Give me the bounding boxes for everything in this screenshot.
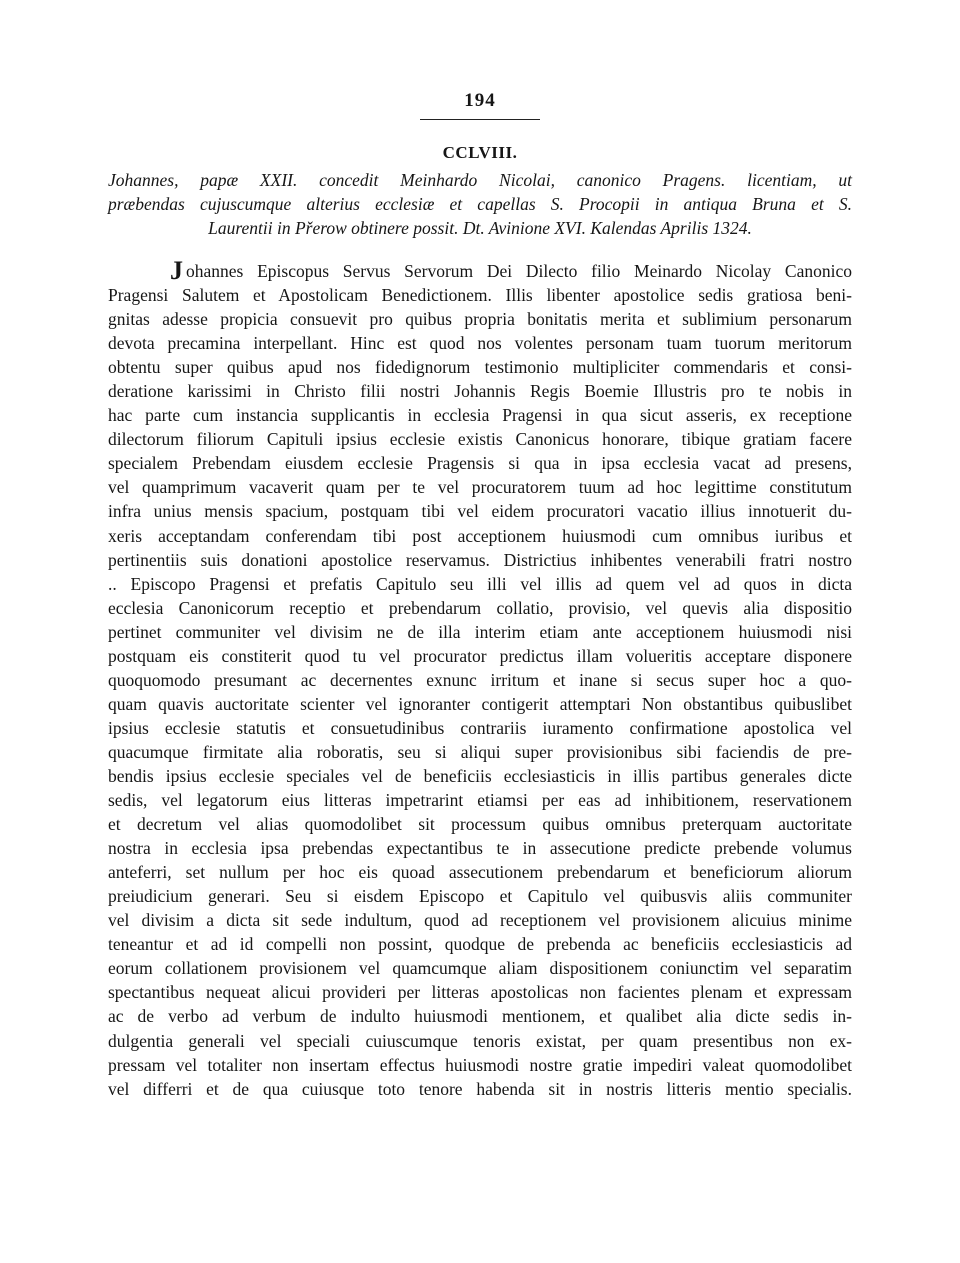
- heading-line: Laurentii in Přerow obtinere possit. Dt. Avinione XVI. Kalendas Aprilis 1324.: [208, 218, 752, 238]
- header-rule: [420, 119, 540, 120]
- body-line: quam quavis auctoritate scienter vel ignoranter contigerit attemptari Non obstantibus quibuslibet: [108, 693, 852, 714]
- body-line: Pragensi Salutem et Apostolicam Benedictionem. Illis libenter apostolice sedis gratiosa beni-: [108, 285, 852, 306]
- body-line: infra unius mensis spacium, postquam tibi vel eidem procuratori vacatio illius innotuerit du-: [108, 501, 852, 522]
- body-line: nostra in ecclesia ipsa prebendas expectantibus te in assecutione predicte prebende volumus: [108, 838, 852, 859]
- body-line: ipsius ecclesie statutis et consuetudinibus contrariis iuramento confirmatione apostolica vel: [108, 717, 852, 738]
- body-line: specialem Prebendam eiusdem ecclesie Pragensis si qua in ipsa ecclesia vacat ad presens,: [108, 453, 852, 474]
- body-line: spectantibus nequeat alicui provideri per litteras apostolicas non facientes plenam et expressam: [108, 982, 852, 1003]
- body-line: .. Episcopo Pragensi et prefatis Capitulo seu illi vel illis ad quem vel ad quos in dicta: [108, 573, 852, 594]
- body-first-line-text: ohannes Episcopus Servus Servorum Dei Dilecto filio Meinardo Nicolay Canonico: [186, 261, 852, 281]
- body-line: obtentu super quibus apud nos fidedignorum testimonio multipliciter commendaris et consi-: [108, 357, 852, 378]
- body-line: gnitas adesse propicia consuevit pro quibus propria bonitatis merita et sublimium personarum: [108, 309, 852, 330]
- body-line: sedis, vel legatorum eius litteras impetrarint etiamsi per eas ad inhibitionem, reservationem: [108, 790, 852, 811]
- body-line: vel quamprimum vacaverit quam per te vel procuratorem tuum ad hoc legittime constitutum: [108, 477, 852, 498]
- body-line: dulgentia generali vel speciali cuiuscumque tenoris existat, per quam presentibus non ex-: [108, 1030, 852, 1051]
- body-line: deratione karissimi in Christo filii nostri Johannis Regis Boemie Illustris pro te nobis in: [108, 381, 852, 402]
- body-line: teneantur et ad id compelli non possint, quodque de prebenda ac beneficiis ecclesiasticis ad: [108, 934, 852, 955]
- document-number: CCLVIII.: [442, 143, 518, 162]
- body-line: postquam eis constiterit quod tu vel procurator predictus illam volueritis acceptare disponere: [108, 645, 852, 666]
- body-line: hac parte cum instancia supplicantis in ecclesia Pragensi in qua sicut asseris, ex receptione: [108, 405, 852, 426]
- heading-line: præbendas cujuscumque alterius ecclesiæ et capellas S. Procopii in antiqua Bruna et S.: [108, 194, 852, 214]
- body-line: anteferri, set nullum per hoc eis quoad assecutionem prebendarum et beneficiorum aliorum: [108, 862, 852, 883]
- body-line: xeris acceptandam conferendam tibi post acceptionem huiusmodi cum omnibus iuribus et: [108, 525, 852, 546]
- page-number: 194: [464, 90, 496, 111]
- body-line: pertinet communiter vel divisim ne de illa interim etiam ante acceptionem huiusmodi nisi: [108, 621, 852, 642]
- body-line: ac de verbo ad verbum de indulto huiusmodi mentionem, et qualibet alia dicte sedis in-: [108, 1006, 852, 1027]
- body-line: ecclesia Canonicorum receptio et prebendarum collatio, provisio, vel quevis alia dispositio: [108, 597, 852, 618]
- body-line: devota precamina interpellant. Hinc est quod nos volentes personam tuam tuorum meritorum: [108, 333, 852, 354]
- document-body: [108, 256, 852, 1101]
- body-line: pressam vel totaliter non insertam effectus huiusmodi nostre gratie impediri valeat quomodolibet: [108, 1054, 852, 1075]
- body-line: eorum collationem provisionem vel quamcumque aliam dispositionem coniunctim vel separatim: [108, 958, 852, 979]
- body-line: et decretum vel alias quomodolibet sit processum quibus omnibus preterquam auctoritate: [108, 814, 852, 835]
- drop-initial: J: [170, 256, 183, 285]
- body-line: quacumque firmitate alia roboratis, seu si aliqui super provisionibus sibi faciendis de pre-: [108, 741, 852, 762]
- body-line: preiudicium generari. Seu si eisdem Episcopo et Capitulo vel quibusvis aliis communiter: [108, 886, 852, 907]
- heading-line: Johannes, papæ XXII. concedit Meinhardo Nicolai, canonico Pragens. licentiam, ut: [108, 170, 852, 190]
- body-line: vel differri et de qua cuiusque toto tenore habenda sit in nostris litteris mentio specialis.: [108, 1078, 852, 1099]
- body-line: quoquomodo presumant ac decernentes exnunc irritum et inane si secus super hoc a quo-: [108, 669, 852, 690]
- body-line: vel divisim a dicta sit sede indultum, quod ad receptionem vel provisionem alicuius minime: [108, 910, 852, 931]
- document-heading: [108, 168, 852, 240]
- body-lines: [108, 283, 852, 1101]
- body-line: dilectorum filiorum Capituli ipsius ecclesie existis Canonicus honorare, tibique gratiam facere: [108, 429, 852, 450]
- body-line: bendis ipsius ecclesie speciales vel de beneficiis ecclesiasticis in illis partibus generales dicte: [108, 765, 852, 786]
- body-first-line: [108, 256, 852, 285]
- body-line: pertinentiis suis donationi apostolice reservamus. Districtius inhibentes venerabili fratri nostro: [108, 549, 852, 570]
